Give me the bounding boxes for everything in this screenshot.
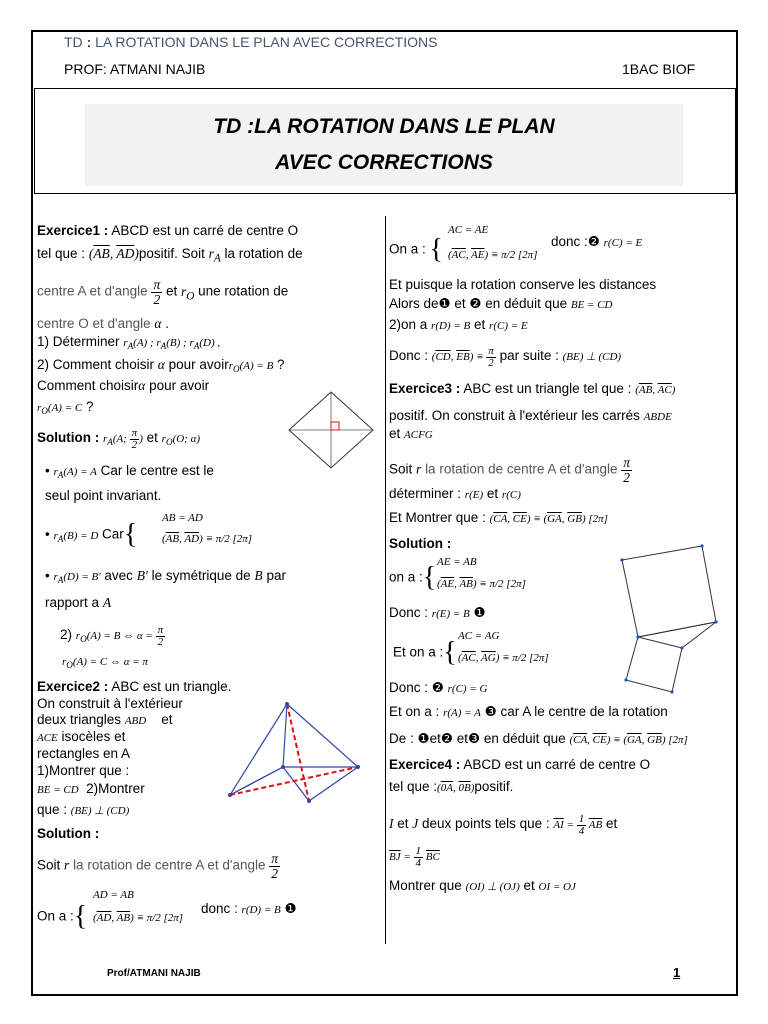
- math-cd-eb: ($\overline{CD}$, $\overline{EB}$) ≡ $\frac{\pi}{2}$: [431, 345, 494, 369]
- ex3-line1: [389, 381, 675, 396]
- ex4-l2: deux points tels que :: [422, 816, 550, 832]
- sol2-line1: [37, 852, 280, 880]
- r-p3: [389, 317, 528, 332]
- ex1-line1: [37, 223, 298, 238]
- math-s2: $r_A(B) = D$: [53, 529, 99, 544]
- math-ra-a: r(A) = A: [443, 707, 481, 719]
- ex4-l4: Montrer que: [389, 878, 462, 893]
- r-p3b: et: [474, 317, 486, 332]
- sol3-etona: [393, 637, 457, 669]
- sol2-ona: On a :: [37, 908, 74, 924]
- math-s3: $r_A(D) = B'$: [53, 571, 101, 586]
- math-acfg: ACFG: [404, 429, 433, 441]
- math-ai: $\overline{AI}$ = $\frac{1}{4}$ $\overline{AB}$: [553, 813, 603, 837]
- brace-sol3: {: [422, 562, 437, 593]
- header-td-rest: LA ROTATION DANS LE PLAN AVEC CORRECTIONS: [95, 34, 438, 50]
- figure-square: [285, 388, 377, 472]
- math-be-perp-cd-2: (BE) ⊥ (CD): [562, 351, 622, 364]
- brace-r1: {: [429, 234, 443, 265]
- ex2-l7: [37, 802, 129, 817]
- math-ca-ce-2: ($\overline{CA}$, $\overline{CE}) \equiv (\overline{GA}$, $\overline{GB}$) [2π]: [569, 734, 688, 746]
- ex4-intro: ABCD est un carré de centre O: [463, 757, 651, 772]
- r-p1: Et puisque la rotation conserve les distances: [389, 277, 657, 292]
- math-I: I: [389, 816, 394, 832]
- math-rc: r(C): [501, 489, 521, 501]
- ex3-line2: [389, 408, 672, 423]
- figure-squares: [614, 538, 732, 700]
- sol3-de: De : ❶et❷ et❸ en déduit que ($\overline{CA}$, $\overline{CE}) \equiv (\overline{GA}$, $\overline{GB}$) [2π]: [389, 731, 688, 746]
- math-rO: $r_O$: [181, 283, 195, 303]
- math-ace: ACE: [37, 732, 58, 744]
- brace-sol3b: {: [443, 637, 457, 668]
- math-s1: $r_A(A) = A$: [53, 466, 97, 481]
- math-pi-over-2: $\frac{\pi}{2}$: [153, 277, 161, 307]
- footer-page-number: 1: [673, 965, 681, 980]
- sol3-label: Solution :: [389, 536, 452, 551]
- r-p4-text: Donc :: [389, 348, 429, 364]
- r-p4: [389, 346, 621, 369]
- ex1-centreA: centre A et d'angle: [37, 283, 148, 299]
- ex2-l7-text: que :: [37, 802, 68, 817]
- math-be-cd-2: BE = CD: [570, 299, 613, 311]
- sol3-donc2-text: Donc :: [389, 680, 429, 695]
- ex2-l4: rectangles en A: [37, 746, 131, 761]
- s2-car: Car: [102, 526, 124, 542]
- sol2-donc-line: donc : r(D) = B ❶: [201, 901, 297, 916]
- math-sol1: $r_A(A$; $\frac{\pi}{2}$ ): [103, 427, 143, 451]
- math-s5: $r_O(A) = C$ ⇔ α = π: [62, 656, 148, 671]
- math-s2-sys2: ($\overline{AB}$, $\overline{AD}) \equiv \pi/2$ [2π]: [162, 533, 253, 545]
- math-sol1b: $r_O(O$; α): [161, 433, 201, 448]
- q2b-text: pour avoir: [168, 357, 229, 372]
- sol2-rot: la rotation de centre A et d'angle: [73, 857, 266, 873]
- ex3-l4: Soit: [389, 461, 413, 477]
- sol2-soit: Soit: [37, 857, 61, 873]
- column-divider: [385, 216, 386, 944]
- math-ca-ce: ($\overline{CA}$, $\overline{CE}) \equiv (\overline{GA}$, $\overline{GB}$) [2π]: [489, 513, 608, 525]
- ex3-l4b: la rotation de centre A et d'angle: [425, 461, 618, 477]
- math-alpha-2: α: [157, 357, 165, 372]
- header-td-colon: :: [86, 34, 92, 50]
- ex4-tel: tel que :: [389, 779, 438, 794]
- ex2-l5: 1)Montrer que :: [37, 763, 130, 778]
- math-r-sys1: AC = AE: [448, 224, 489, 236]
- sol3-donc2: Donc : ❷ r(C) = G: [389, 680, 488, 695]
- math-bj: $\overline{BJ}$ = $\frac{1}{4}$ $\overline{BC}$: [389, 845, 440, 869]
- math-be-perp-cd: (BE) ⊥ (CD): [70, 805, 130, 817]
- r-donc1-text: donc :: [551, 234, 588, 249]
- s1-line: • $r_A(A) = A$ Car le centre est le: [45, 463, 214, 481]
- math-sol3-sys1: AE = AB: [437, 556, 477, 568]
- s1b-text: seul point invariant.: [45, 488, 162, 503]
- ex4-line3: I et J deux points tels que : $\overline{AI}$ = $\frac{1}{4}$ $\overline{AB}$ et: [389, 813, 618, 837]
- sol3-de-text: De :: [389, 731, 414, 746]
- math-rc-e-2: r(C) = E: [489, 320, 528, 332]
- ex3-l2: positif. On construit à l'extérieur les carrés: [389, 408, 640, 423]
- ex4-label: Exercice4 :: [389, 757, 461, 772]
- page-title-line2: AVEC CORRECTIONS: [275, 151, 493, 174]
- ex4-line5: [389, 878, 576, 893]
- r-ona1-text: On a :: [389, 241, 426, 257]
- footer-author: Prof/ATMANI NAJIB: [107, 968, 201, 979]
- sol3-de2: en déduit que: [483, 731, 566, 746]
- ex4-l4b: et: [523, 878, 535, 893]
- sol3-donc-text: Donc :: [389, 605, 429, 620]
- math-abd: ABD: [124, 715, 147, 727]
- math-A: A: [102, 595, 112, 610]
- math-q3: $r_O(A) = C$: [37, 402, 83, 417]
- math-sol3-sys3: AC = AG: [458, 630, 500, 642]
- header-class: 1BAC BIOF: [622, 61, 696, 77]
- page-title-line1: TD :LA ROTATION DANS LE PLAN: [213, 115, 555, 138]
- ex2-label: Exercice2 :: [37, 679, 109, 694]
- math-oa-ob: (0A, 0B): [437, 782, 475, 794]
- math-q1: $r_A(A)$ ; $r_A(B)$ ; $r_A(D)$ ,: [123, 337, 221, 352]
- math-r-2: r: [416, 461, 422, 477]
- math-r: r: [64, 857, 70, 873]
- r-p2-text: Alors de: [389, 296, 439, 311]
- math-oi-perp-oj: (OI) ⊥ (OJ): [465, 881, 520, 893]
- ex3-line3: [389, 426, 433, 441]
- math-sol2-sys1: AD = AB: [93, 889, 134, 901]
- ex3-l5: déterminer :: [389, 486, 462, 501]
- math-oi-oj: OI = OJ: [538, 881, 576, 893]
- ex4-pos: positif.: [474, 779, 514, 794]
- ex1-pos: positif. Soit: [138, 246, 205, 261]
- ex1-centreO: centre O et d'angle: [37, 316, 151, 331]
- math-sol3-sys4: ($\overline{AC}$, $\overline{AG}) \equiv \pi/2$ [2π]: [458, 652, 549, 664]
- ex1-q1: [37, 334, 220, 351]
- math-r-sys2: ($\overline{AC}$, $\overline{AE}) \equiv \pi/2$ [2π]: [448, 249, 538, 261]
- sol3-ona: [389, 562, 436, 594]
- sol3-etona2: Et on a : r(A) = A ❸ car A le centre de la rotation: [389, 704, 668, 719]
- sol2-donc: donc :: [201, 901, 238, 916]
- math-ab-ac: ($\overline{AB}$, $\overline{AC}$): [635, 384, 676, 396]
- ex3-l5b: et: [486, 486, 499, 501]
- s4-line: [60, 625, 165, 648]
- r-donc1: donc :❷ r(C) = E: [551, 234, 643, 249]
- math-rc-e: r(C) = E: [603, 237, 643, 249]
- math-be-cd: BE = CD: [37, 784, 79, 796]
- s1-text: Car le centre est le: [100, 463, 214, 478]
- ex3-line4: [389, 456, 632, 484]
- ex1-line2: [37, 246, 303, 265]
- sol2-line2: [37, 901, 87, 933]
- sol3-ona-text: on a :: [389, 569, 423, 585]
- r-p2b: et: [454, 296, 466, 311]
- s3c-text: par: [266, 568, 286, 583]
- brace-sol2: {: [73, 901, 88, 932]
- q2-text: 2) Comment choisir: [37, 357, 155, 372]
- s4-text: 2): [60, 627, 73, 643]
- ex1-q3-math: $r_O(A) = C$ ?: [37, 399, 94, 417]
- math-alpha: α: [154, 316, 162, 331]
- ex2-l3-text: isocèles et: [61, 729, 126, 744]
- ex1-q2: 2) Comment choisir α pour avoirr$_O$(A) = B ?: [37, 357, 285, 375]
- math-rd-b: r(D) = B: [431, 320, 471, 332]
- sol1-label: Solution :: [37, 430, 100, 446]
- ex3-label: Exercice3 :: [389, 381, 461, 396]
- sol3-etona2-text: Et on a :: [389, 704, 440, 719]
- math-re: r(E): [464, 489, 484, 501]
- s3d-text: rapport a: [45, 595, 100, 610]
- ex4-l2b: et: [606, 816, 618, 832]
- r-p3-text: 2)on a: [389, 317, 428, 332]
- ex1-line4: centre O et d'angle α .: [37, 316, 170, 331]
- math-alpha-3: α: [138, 378, 146, 393]
- math-sol2-sys2: ($\overline{AD}$, $\overline{AB}) \equiv \pi/2$ [2π]: [93, 912, 184, 924]
- ex1-et: et: [165, 283, 178, 299]
- math-pi-over-2-c: $\frac{\pi}{2}$: [623, 455, 631, 485]
- math-rA: $r_A$: [208, 246, 221, 265]
- q3b-text: pour avoir: [149, 378, 210, 393]
- math-B: B: [254, 568, 263, 583]
- ex3-l3: et: [389, 426, 401, 441]
- ex2-l3: [37, 729, 125, 744]
- sol3-car: car A le centre de la rotation: [500, 704, 668, 719]
- ex3-intro: ABC est un triangle tel que :: [463, 381, 632, 396]
- ex4-line2: [389, 779, 513, 794]
- header-td-prefix: TD: [64, 34, 83, 50]
- q3-text: Comment choisir: [37, 378, 139, 393]
- ex1-tel: tel que :: [37, 246, 86, 261]
- ex3-line6: [389, 510, 608, 525]
- ex1-rot: la rotation de: [224, 246, 303, 261]
- math-q2: $r_O(A) = B$: [228, 360, 274, 375]
- math-pi-over-2-b: $\frac{\pi}{2}$: [271, 851, 279, 881]
- s2-line: • $r_A(B) = D$ Car{: [45, 519, 138, 550]
- ex3-l6: Et Montrer que :: [389, 510, 486, 525]
- figure-triangles: [225, 695, 365, 810]
- brace-s2: {: [123, 519, 138, 550]
- s3b-text: le symétrique de: [151, 568, 251, 583]
- math-abde: ABDE: [643, 411, 672, 423]
- s3d-line: [45, 595, 111, 611]
- r-p4b: par suite :: [499, 348, 559, 364]
- header-prof: PROF: ATMANI NAJIB: [64, 61, 206, 77]
- ex2-line1: [37, 679, 231, 694]
- sol1-et: et: [146, 430, 158, 446]
- ex2-l6: [37, 781, 145, 796]
- sol3-donc: Donc : r(E) = B ❶: [389, 605, 486, 620]
- math-angle-ab-ad: ($\overline{AB}$, $\overline{AD}$): [88, 246, 139, 261]
- ex2-l1: On construit à l'extérieur: [37, 696, 183, 711]
- ex1-line3: [37, 278, 288, 306]
- ex2-intro: ABC est un triangle.: [111, 679, 232, 694]
- r-p2c: en déduit que: [485, 296, 568, 311]
- header-topic: [64, 34, 437, 50]
- math-Bprime: B': [136, 568, 148, 583]
- ex1-intro: ABCD est un carré de centre O: [111, 223, 299, 238]
- math-J: J: [412, 816, 419, 832]
- ex1-q3: [37, 378, 209, 394]
- q1-text: 1) Déterminer: [37, 334, 120, 349]
- sol3-etona-text: Et on a :: [393, 644, 444, 660]
- math-s2-sys1: AB = AD: [162, 512, 203, 524]
- ex3-line5: [389, 486, 521, 501]
- r-p2: Alors de❶ et ❷ en déduit que BE = CD: [389, 296, 613, 311]
- math-sol2-res: r(D) = B: [241, 904, 281, 916]
- math-rc-g: r(C) = G: [447, 683, 488, 695]
- s3-text: avec: [104, 568, 133, 583]
- sol2-label: Solution :: [37, 826, 100, 841]
- r-ona1: [389, 234, 443, 266]
- math-s4: $r_O(A) = B$ ⇔ α = $\frac{\pi}{2}$: [75, 624, 164, 648]
- math-re-b: r(E) = B: [431, 608, 470, 620]
- s3-line: • $r_A(D) = B'$ avec B' le symétrique de B par: [45, 568, 286, 586]
- ex2-l2b-text: et: [161, 712, 173, 727]
- ex1-label: Exercice1 :: [37, 223, 109, 238]
- sol1-line: [37, 428, 200, 451]
- ex1-rot2: une rotation de: [198, 283, 289, 299]
- ex2-l6-text: 2)Montrer: [86, 781, 145, 796]
- ex2-l2-text: deux triangles: [37, 712, 122, 727]
- ex4-line1: [389, 757, 650, 772]
- ex2-l2: [37, 712, 173, 727]
- math-sol3-sys2: ($\overline{AE}$, $\overline{AB}) \equiv \pi/2$ [2π]: [437, 578, 526, 590]
